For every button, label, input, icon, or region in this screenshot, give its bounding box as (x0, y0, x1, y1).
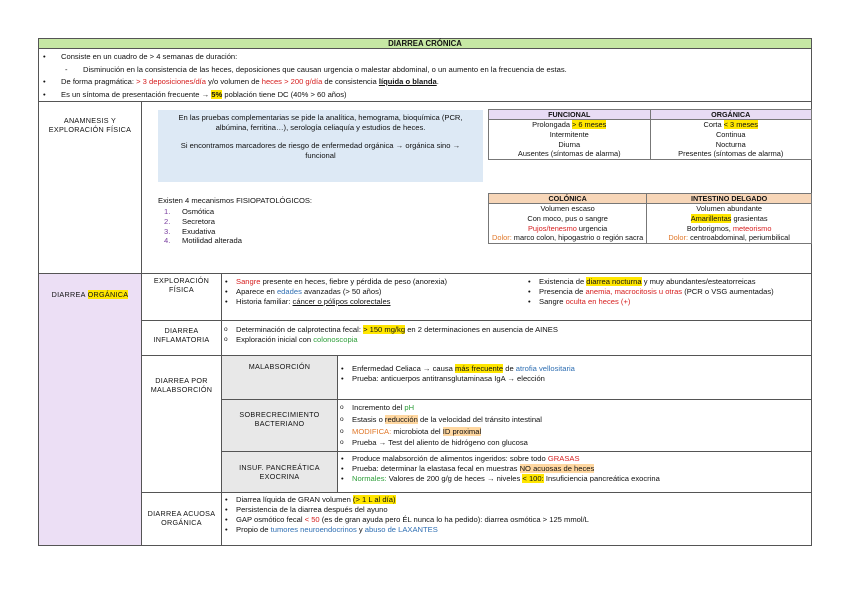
intro-line-2: - Disminución en la consistencia de las heces, deposiciones que causan urgencia o malestar abdominal, o un aumento en la frecuencia de estas. (39, 64, 811, 77)
pancreatic-item: • Produce malabsorción de alimentos ingeridos: sobre todo GRASAS (338, 454, 811, 464)
watery-label: DIARREA ACUOSA ORGÁNICA (147, 509, 216, 528)
malabsorption-item: • Enfermedad Celiaca → causa más frecuente de atrofia vellositaria (338, 364, 811, 374)
mechanism-item: 2. Secretora (164, 216, 215, 226)
bacterial-overgrowth-item: o Estasis o reducción de la velocidad del tránsito intestinal (338, 414, 811, 426)
pancreatic-item: • Prueba: determinar la elastasa fecal en muestras NO acuosas de heces (338, 464, 811, 474)
exploration-item: • Presencia de anemia, macrocitosis u otras (PCR o VSG aumentadas) (525, 287, 810, 297)
exploration-label: EXPLORACIÓN FÍSICA (153, 276, 210, 295)
inflammatory-label: DIARREA INFLAMATORIA (153, 326, 210, 345)
bacterial-overgrowth-content-cell (338, 400, 812, 452)
inflammatory-content-cell (222, 321, 812, 356)
organic-label-cell (38, 274, 142, 546)
small-intestine-cell: Volumen abundante Amarillentas grasientas Borborigmos, meteorismo Dolor: centroabdominal, periumbilical (647, 204, 812, 244)
watery-item: • GAP osmótico fecal < 50 (es de gran ayuda pero ÉL nunca lo ha pedido): diarrea osmótica > 125 mmol/L (222, 515, 811, 525)
malabsorption-sub-label-cell (222, 356, 338, 400)
exploration-item: • Aparece en edades avanzadas (> 50 años) (222, 287, 522, 297)
malabsorption-label-cell (142, 356, 222, 493)
organic-header: ORGÁNICA (650, 110, 812, 120)
exploration-content-cell (222, 274, 812, 321)
page-title: DIARREA CRÓNICA (38, 38, 812, 49)
functional-header: FUNCIONAL (489, 110, 651, 120)
bacterial-overgrowth-item: o Incremento del pH (338, 402, 811, 414)
pancreatic-item: • Normales: Valores de 200 g/g de heces → niveles < 100: Insuficiencia pancreática exocrina (338, 474, 811, 484)
anamnesis-label: ANAMNESIS Y EXPLORACIÓN FÍSICA (48, 116, 132, 135)
malabsorption-item: • Prueba: anticuerpos antitransglutaminasa IgA → elección (338, 374, 811, 384)
anamnesis-label-cell (38, 102, 142, 274)
bacterial-overgrowth-item: o MODIFICA: microbiota del ID proximal (338, 426, 811, 438)
exploration-item: • Existencia de diarrea nocturna y muy abundantes/esteatorreicas (525, 277, 810, 287)
watery-item: • Persistencia de la diarrea después del ayuno (222, 505, 811, 515)
colonic-cell: Volumen escaso Con moco, pus o sangre Pujos/tenesmo urgencia Dolor: marco colon, hipogastrio o región sacra (489, 204, 647, 244)
inflammatory-item: o Exploración inicial con colonoscopia (222, 335, 811, 345)
watery-content-cell (222, 493, 812, 546)
organic-label: DIARREA ORGÁNICA (51, 290, 129, 299)
small-intestine-header: INTESTINO DELGADO (647, 194, 812, 204)
bacterial-overgrowth-label-cell (222, 400, 338, 452)
intro-line-1: • Consiste en un cuadro de > 4 semanas de duración: (39, 51, 811, 64)
functional-organic-table (488, 109, 812, 160)
malabsorption-label: DIARREA POR MALABSORCIÓN (150, 376, 213, 395)
mechanism-item: 1. Osmótica (164, 206, 215, 216)
pancreatic-content-cell (338, 452, 812, 493)
inflammatory-label-cell (142, 321, 222, 356)
intro-section (38, 49, 812, 102)
watery-item: • Propio de tumores neuroendocrinos y abuso de LAXANTES (222, 525, 811, 535)
colonic-intestine-table (488, 193, 812, 244)
inflammatory-item: o Determinación de calprotectina fecal: > 150 mg/kg en 2 determinaciones en ausencia de AINES (222, 325, 811, 335)
exploration-item: • Historia familiar: cáncer o pólipos colorectales (222, 297, 522, 307)
malabsorption-sub-label: MALABSORCIÓN (248, 362, 311, 371)
bacterial-overgrowth-label: SOBRECRECIMIENTO BACTERIANO (239, 410, 320, 429)
exploration-label-cell (142, 274, 222, 321)
pancreatic-label: INSUF. PANCREÁTICA EXOCRINA (239, 463, 320, 482)
intro-line-4: • Es un síntoma de presentación frecuente → 5% población tiene DC (40% > 60 años) (39, 89, 811, 102)
mechanisms-title: Existen 4 mecanismos FISIOPATOLÓGICOS: (158, 196, 313, 205)
malabsorption-content-cell (338, 356, 812, 400)
complementary-tests-text: En las pruebas complementarias se pide la analítica, hemograma, bioquímica (PCR, albúmina, ferritina…), serología celiaquía y estudios de heces. (178, 113, 463, 132)
mechanisms-block (158, 196, 478, 246)
pancreatic-label-cell (222, 452, 338, 493)
intro-line-3: • De forma pragmática: > 3 deposiciones/día y/o volumen de heces > 200 g/día de consistencia líquida o blanda. (39, 76, 811, 89)
bacterial-overgrowth-item: o Prueba → Test del aliento de hidrógeno con glucosa (338, 437, 811, 449)
colonic-header: COLÓNICA (489, 194, 647, 204)
risk-markers-text: Si encontramos marcadores de riesgo de enfermedad orgánica → orgánica sino → funcional (180, 140, 461, 160)
mechanism-item: 3. Exudativa (164, 226, 216, 236)
watery-label-cell (142, 493, 222, 546)
organic-cell: Corta < 3 meses Continua Nocturna Presentes (síntomas de alarma) (650, 120, 812, 160)
watery-item: • Diarrea líquida de GRAN volumen (> 1 L al día) (222, 495, 811, 505)
exploration-item: • Sangre oculta en heces (+) (525, 297, 810, 307)
complementary-tests-box (158, 110, 483, 182)
exploration-item: • Sangre presente en heces, fiebre y pérdida de peso (anorexia) (222, 277, 522, 287)
functional-cell: Prolongada > 6 meses Intermitente Diurna Ausentes (síntomas de alarma) (489, 120, 651, 160)
mechanism-item: 4. Motilidad alterada (164, 236, 242, 246)
